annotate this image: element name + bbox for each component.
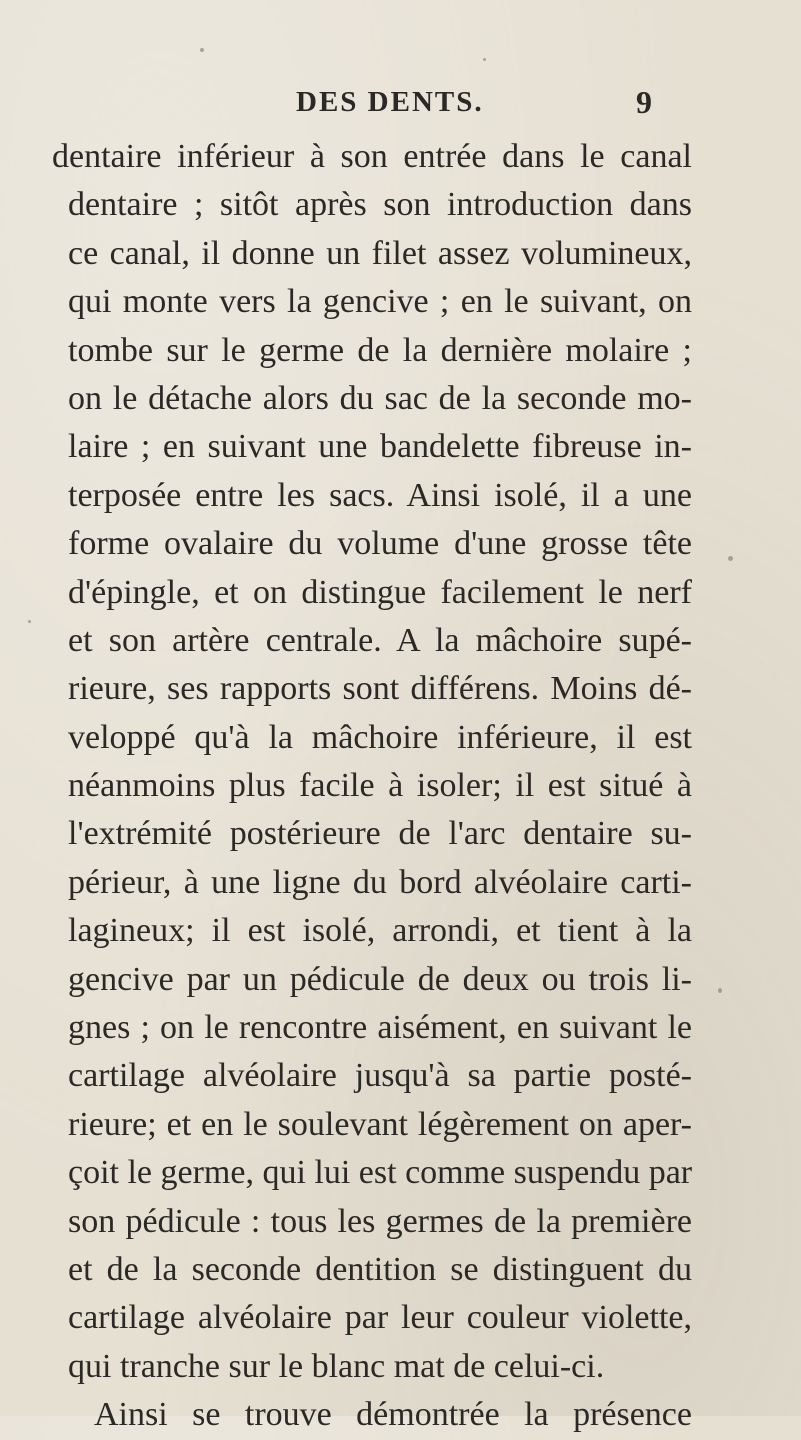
text-line: néanmoins plus facile à isoler; il est situé à (68, 767, 692, 805)
text-line: qui tranche sur le blanc mat de celui-ci. (68, 1347, 605, 1385)
text-line: cartilage alvéolaire par leur couleur violette, (68, 1299, 692, 1337)
text-line: son pédicule : tous les germes de la première (68, 1202, 692, 1240)
paper-speck (28, 620, 31, 623)
text-line: d'épingle, et on distingue facilement le nerf (68, 573, 692, 611)
text-line: dentaire ; sitôt après son introduction dans (68, 186, 692, 224)
paper-speck (718, 988, 722, 993)
text-line: ce canal, il donne un filet assez volumineux, (68, 234, 692, 272)
text-line: laire ; en suivant une bandelette fibreuse in- (68, 428, 692, 466)
text-line: qui monte vers la gencive ; en le suivant, on (68, 283, 692, 321)
text-line: veloppé qu'à la mâchoire inférieure, il est (68, 718, 692, 756)
paper-speck (483, 58, 486, 61)
text-line: dentaire inférieur à son entrée dans le canal (52, 138, 692, 175)
text-line: on le détache alors du sac de la seconde mo- (68, 379, 692, 417)
running-head: DES DENTS. (296, 86, 484, 118)
text-line: gnes ; on le rencontre aisément, en suivant le (68, 1009, 692, 1047)
text-line: cartilage alvéolaire jusqu'à sa partie posté- (68, 1057, 692, 1095)
text-line: tombe sur le germe de la dernière molaire ; (68, 331, 692, 369)
text-line: Ainsi se trouve démontrée la présence (94, 1396, 692, 1434)
text-line: périeur, à une ligne du bord alvéolaire carti- (68, 863, 692, 901)
text-line: gencive par un pédicule de deux ou trois li- (68, 960, 692, 998)
text-line: forme ovalaire du volume d'une grosse tête (68, 525, 692, 563)
page-number: 9 (636, 84, 652, 120)
text-line: et de la seconde dentition se distinguent du (68, 1250, 692, 1288)
text-line: rieure; et en le soulevant légèrement on aper- (68, 1105, 692, 1143)
text-line: terposée entre les sacs. Ainsi isolé, il a une (68, 476, 692, 514)
paper-speck (728, 556, 733, 561)
paper-speck (200, 48, 204, 52)
text-line: rieure, ses rapports sont différens. Moins dé- (68, 670, 692, 708)
text-line: et son artère centrale. A la mâchoire supé- (68, 621, 692, 659)
page-header (0, 86, 801, 136)
text-line: l'extrémité postérieure de l'arc dentaire su- (68, 815, 692, 853)
text-line: lagineux; il est isolé, arrondi, et tient à la (68, 912, 692, 950)
body-text (52, 133, 692, 1440)
text-line: çoit le germe, qui lui est comme suspendu par (68, 1154, 693, 1192)
